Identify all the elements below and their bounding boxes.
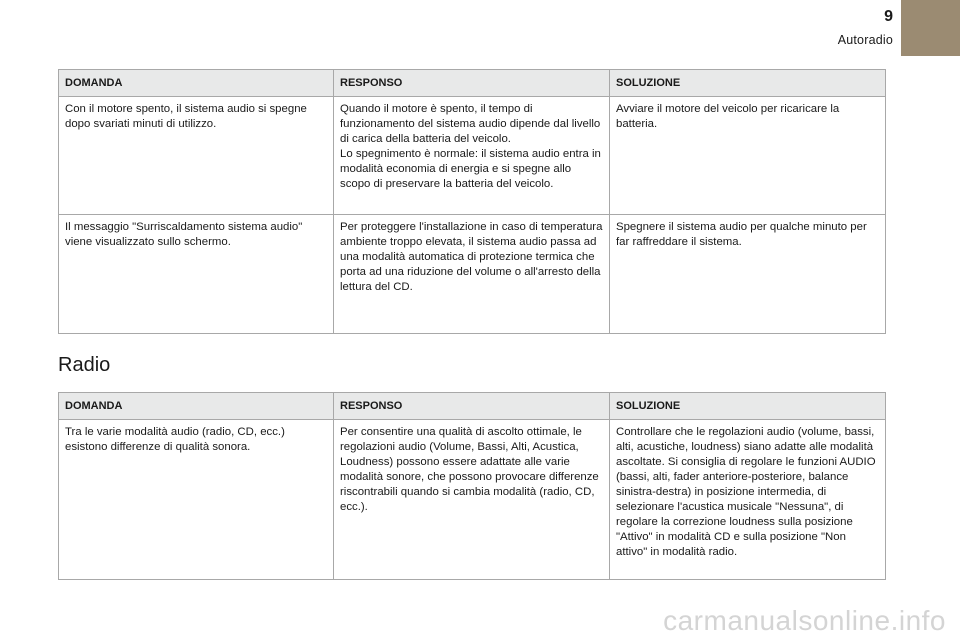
- table-header-row: [59, 70, 886, 97]
- section-title-radio: Radio: [58, 354, 111, 376]
- header-responso: RESPONSO: [334, 70, 610, 97]
- cell-responso: Quando il motore è spento, il tempo di funzionamento del sistema audio dipende dal livello di carica della batteria del veicolo. Lo spegnimento è normale: il sistema audio entra in modalità economia di energia e si spegne allo scopo di preservare la batteria del veicolo.: [334, 97, 610, 215]
- cell-domanda: Con il motore spento, il sistema audio si spegne dopo svariati minuti di utilizzo.: [59, 97, 334, 215]
- header-soluzione: SOLUZIONE: [610, 393, 886, 420]
- cell-soluzione: Avviare il motore del veicolo per ricaricare la batteria.: [610, 97, 886, 215]
- header-domanda: DOMANDA: [59, 70, 334, 97]
- cell-soluzione: Controllare che le regolazioni audio (volume, bassi, alti, acustiche, loudness) siano adatte alle modalità ascoltate. Si consiglia di regolare le funzioni AUDIO (bassi, alti, fader anteriore-posteriore, balance sinistra-destra) in posizione intermedia, di selezionare l'acustica musicale "Nessuna", di regolare la correzione loudness sulla posizione "Attivo" in modalità CD e sulla posizione "Non attivo" in modalità radio.: [610, 420, 886, 580]
- cell-responso: Per proteggere l'installazione in caso di temperatura ambiente troppo elevata, il sistema audio passa ad una modalità automatica di protezione termica che porta ad una riduzione del volume o all'arresto della lettura del CD.: [334, 215, 610, 334]
- header-domanda: DOMANDA: [59, 393, 334, 420]
- table-header-row: [59, 393, 886, 420]
- section-tab-block: [901, 0, 960, 56]
- table-row: [59, 420, 886, 580]
- cell-domanda: Tra le varie modalità audio (radio, CD, ecc.) esistono differenze di qualità sonora.: [59, 420, 334, 580]
- faq-table-audio: [58, 69, 886, 334]
- header-responso: RESPONSO: [334, 393, 610, 420]
- watermark-text: carmanualsonline.info: [663, 605, 946, 636]
- cell-domanda: Il messaggio "Surriscaldamento sistema audio" viene visualizzato sullo schermo.: [59, 215, 334, 334]
- page-number: 9: [884, 8, 893, 25]
- cell-soluzione: Spegnere il sistema audio per qualche minuto per far raffreddare il sistema.: [610, 215, 886, 334]
- faq-table-radio: [58, 392, 886, 580]
- table-row: [59, 215, 886, 334]
- table-row: [59, 97, 886, 215]
- section-name: Autoradio: [837, 33, 893, 47]
- cell-responso: Per consentire una qualità di ascolto ottimale, le regolazioni audio (Volume, Bassi, Alti, Acustica, Loudness) possono essere adattate alle varie modalità sonore, che possono provocare differenze riscontrabili quando si cambia modalità (radio, CD, ecc.).: [334, 420, 610, 580]
- header-soluzione: SOLUZIONE: [610, 70, 886, 97]
